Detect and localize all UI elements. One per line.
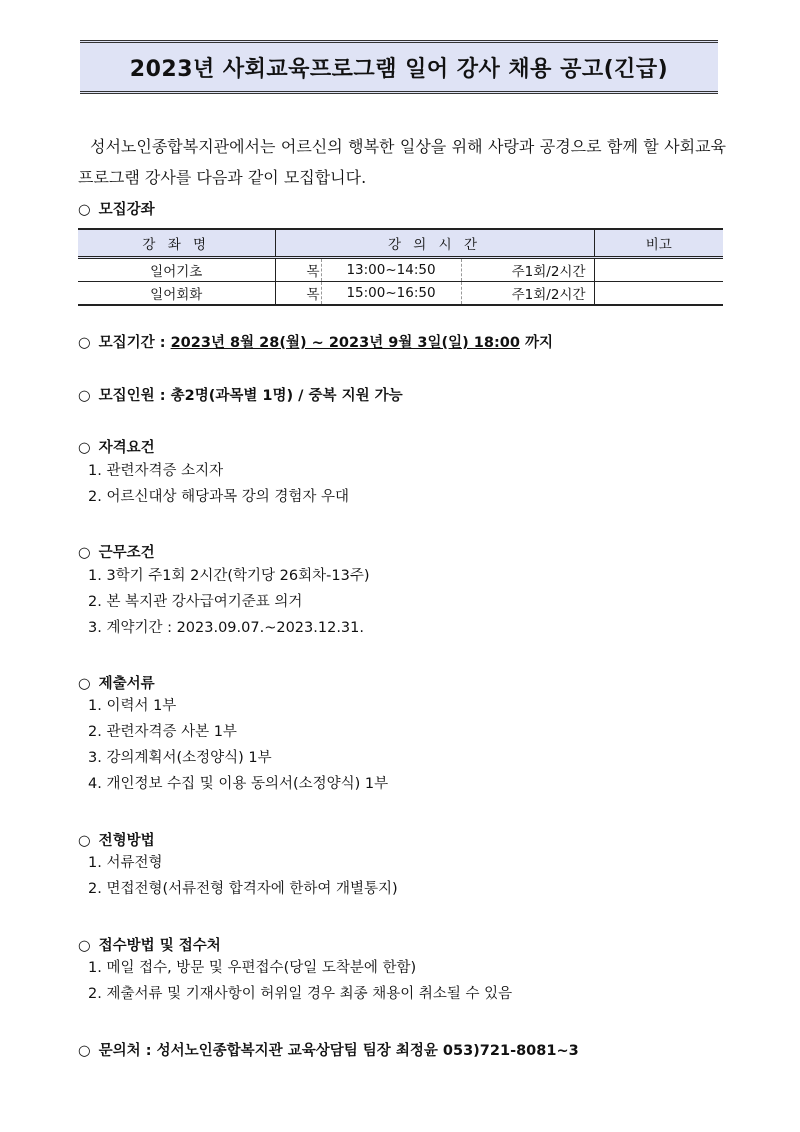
bullet-circle-icon: ○ <box>78 676 91 692</box>
intro-paragraph: 성서노인종합복지관에서는 어르신의 행복한 일상을 위해 사랑과 공경으로 함께 할 사회교육프로그램 강사를 다음과 같이 모집합니다. <box>78 137 726 187</box>
course-day: 목 <box>275 258 321 282</box>
section-conditions-heading: ○ 근무조건 <box>78 545 155 561</box>
bullet-circle-icon: ○ <box>78 335 91 351</box>
course-name: 일어기초 <box>78 258 275 282</box>
list-item: 2. 면접전형(서류전형 합격자에 한하여 개별통지) <box>88 881 398 897</box>
section-documents-heading: ○ 제출서류 <box>78 676 155 692</box>
section-application-heading: ○ 접수방법 및 접수처 <box>78 938 221 954</box>
bullet-circle-icon: ○ <box>78 545 91 561</box>
section-period: ○ 모집기간 : 2023년 8월 28(월) ~ 2023년 9월 3일(일) 18:00 까지 <box>78 335 554 351</box>
section-courses-heading: ○ 모집강좌 <box>78 202 155 218</box>
course-hours: 13:00~14:50 <box>321 258 461 282</box>
list-item: 1. 이력서 1부 <box>88 698 177 714</box>
period-value: 2023년 8월 28(월) ~ 2023년 9월 3일(일) 18:00 <box>170 335 520 351</box>
table-row <box>78 258 723 282</box>
section-headcount: ○ 모집인원 : 총2명(과목별 1명) / 중복 지원 가능 <box>78 388 403 404</box>
list-item: 3. 계약기간 : 2023.09.07.~2023.12.31. <box>88 620 364 636</box>
course-name: 일어회화 <box>78 282 275 306</box>
contact-value: 성서노인종합복지관 교육상담팀 팀장 최정윤 053)721-8081~3 <box>156 1043 579 1059</box>
list-item: 1. 메일 접수, 방문 및 우편접수(당일 도착분에 한함) <box>88 960 417 976</box>
table-row <box>78 282 723 306</box>
list-item: 2. 어르신대상 해당과목 강의 경험자 우대 <box>88 489 349 505</box>
course-hours: 15:00~16:50 <box>321 282 461 306</box>
selection-list <box>88 850 398 902</box>
application-list <box>88 955 512 1007</box>
course-note <box>594 258 723 282</box>
list-item: 1. 서류전형 <box>88 855 163 871</box>
list-item: 2. 제출서류 및 기재사항이 허위일 경우 최종 채용이 취소될 수 있음 <box>88 986 513 1002</box>
header-course-name: 강 좌 명 <box>78 229 275 258</box>
list-item: 4. 개인정보 수집 및 이용 동의서(소정양식) 1부 <box>88 776 389 792</box>
section-contact: ○ 문의처 : 성서노인종합복지관 교육상담팀 팀장 최정윤 053)721-8081~3 <box>78 1043 579 1059</box>
list-item: 3. 강의계획서(소정양식) 1부 <box>88 750 272 766</box>
bullet-circle-icon: ○ <box>78 440 91 456</box>
bullet-circle-icon: ○ <box>78 388 91 404</box>
list-item: 2. 본 복지관 강사급여기준표 의거 <box>88 594 303 610</box>
list-item: 2. 관련자격증 사본 1부 <box>88 724 237 740</box>
section-qualification-heading: ○ 자격요건 <box>78 440 155 456</box>
page-title: 2023년 사회교육프로그램 일어 강사 채용 공고(긴급) <box>129 56 669 82</box>
course-day: 목 <box>275 282 321 306</box>
course-note <box>594 282 723 306</box>
header-note: 비고 <box>594 229 723 258</box>
bullet-circle-icon: ○ <box>78 202 91 218</box>
bullet-circle-icon: ○ <box>78 938 91 954</box>
section-selection-heading: ○ 전형방법 <box>78 833 155 849</box>
course-table <box>78 228 723 306</box>
list-item: 1. 관련자격증 소지자 <box>88 463 224 479</box>
headcount-value: 총2명(과목별 1명) / 중복 지원 가능 <box>170 388 403 404</box>
course-table-header <box>78 229 723 258</box>
documents-list <box>88 693 388 797</box>
qualification-list <box>88 458 349 510</box>
bullet-circle-icon: ○ <box>78 1043 91 1059</box>
conditions-list <box>88 563 369 641</box>
bullet-circle-icon: ○ <box>78 833 91 849</box>
period-suffix: 까지 <box>525 335 554 351</box>
list-item: 1. 3학기 주1회 2시간(학기당 26회차-13주) <box>88 568 370 584</box>
header-lecture-time: 강 의 시 간 <box>275 229 594 258</box>
course-frequency: 주1회/2시간 <box>461 282 594 306</box>
course-frequency: 주1회/2시간 <box>461 258 594 282</box>
title-banner <box>80 40 718 94</box>
